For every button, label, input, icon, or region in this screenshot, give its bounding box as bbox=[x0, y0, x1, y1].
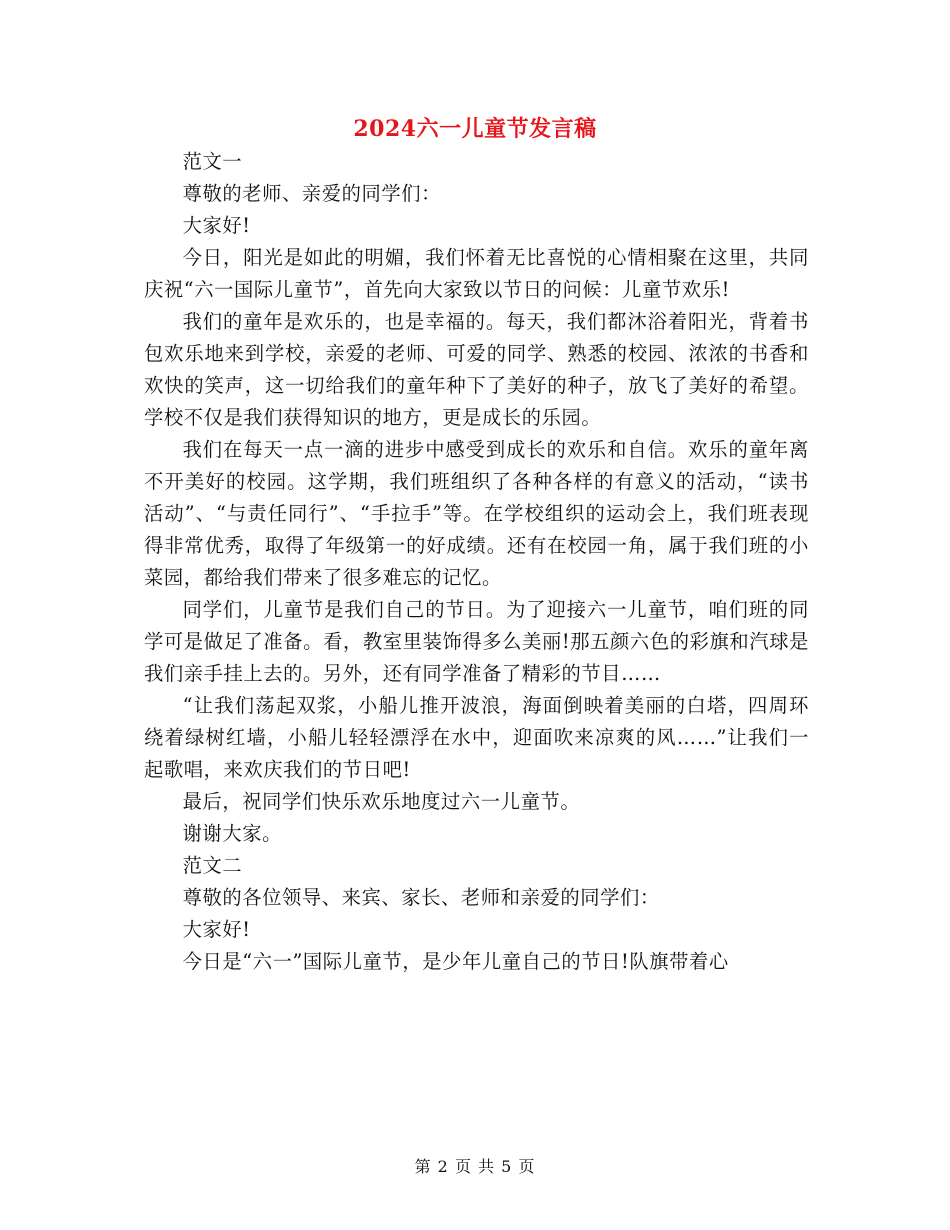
paragraph: 我们的童年是欢乐的，也是幸福的。每天，我们都沐浴着阳光，背着书包欢乐地来到学校，亲爱的老师、可爱的同学、熟悉的校园、浓浓的书香和欢快的笑声，这一切给我们的童年种下了美好的种子，放飞了美好的希望。学校不仅是我们获得知识的地方，更是成长的乐园。 bbox=[144, 310, 809, 429]
paragraph: 今日是“六一”国际儿童节，是少年儿童自己的节日!队旗带着心 bbox=[182, 950, 729, 973]
paragraph: 今日，阳光是如此的明媚，我们怀着无比喜悦的心情相聚在这里，共同庆祝“六一国际儿童节”，首先向大家致以节日的问候：儿童节欢乐! bbox=[144, 246, 809, 301]
paragraph: 同学们，儿童节是我们自己的节日。为了迎接六一儿童节，咱们班的同学可是做足了准备。看，教室里装饰得多么美丽!那五颜六色的彩旗和汽球是我们亲手挂上去的。另外，还有同学准备了精彩的节目…… bbox=[144, 598, 809, 685]
paragraph: 大家好! bbox=[182, 918, 251, 941]
paragraph: 我们在每天一点一滴的进步中感受到成长的欢乐和自信。欢乐的童年离不开美好的校园。这学期，我们班组织了各种各样的有意义的活动，“读书活动”、“与责任同行”、“手拉手”等。在学校组织的运动会上，我们班表现得非常优秀，取得了年级第一的好成绩。还有在校园一角，属于我们班的小菜园，都给我们带来了很多难忘的记忆。 bbox=[144, 438, 809, 589]
paragraph: 范文二 bbox=[182, 854, 243, 877]
paragraph: 谢谢大家。 bbox=[182, 822, 282, 845]
page-footer: 第 2 页 共 5 页 bbox=[414, 1157, 536, 1176]
paragraph: 范文一 bbox=[182, 150, 243, 173]
paragraph: 大家好! bbox=[182, 214, 251, 237]
paragraph: “让我们荡起双浆，小船儿推开波浪，海面倒映着美丽的白塔，四周环绕着绿树红墙，小船儿轻轻漂浮在水中，迎面吹来凉爽的风……”让我们一起歌唱，来欢庆我们的节日吧! bbox=[144, 694, 809, 781]
paragraph: 尊敬的各位领导、来宾、家长、老师和亲爱的同学们： bbox=[182, 886, 660, 909]
paragraph: 尊敬的老师、亲爱的同学们： bbox=[182, 182, 442, 205]
document-body bbox=[144, 146, 809, 978]
document-title: 2024六一儿童节发言稿 bbox=[353, 116, 597, 142]
paragraph: 最后，祝同学们快乐欢乐地度过六一儿童节。 bbox=[182, 790, 581, 813]
